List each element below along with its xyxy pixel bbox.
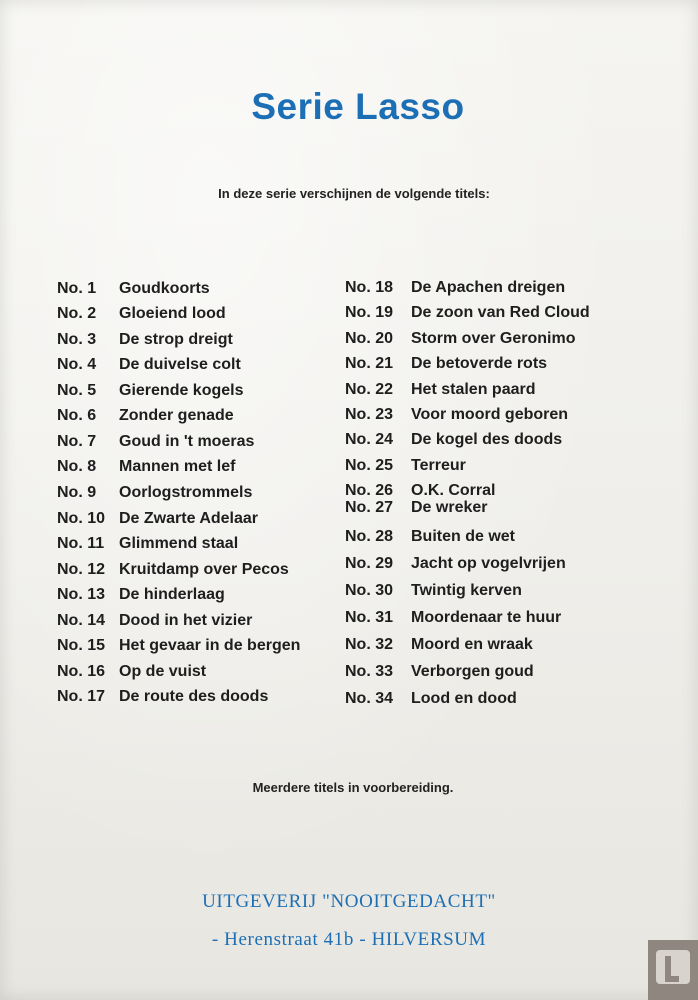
title-number: No. 24	[345, 431, 394, 448]
title-number: No. 9	[57, 484, 97, 501]
title-number: No. 2	[57, 305, 97, 322]
title-number: No. 31	[345, 609, 394, 626]
title-name: Het stalen paard	[411, 381, 536, 398]
publisher-name: UITGEVERIJ "NOOITGEDACHT"	[202, 891, 496, 912]
title-number: No. 20	[345, 330, 394, 347]
title-name: Zonder genade	[119, 407, 234, 424]
list-item	[57, 612, 252, 630]
title-number: No. 12	[57, 561, 106, 578]
list-item	[345, 330, 575, 348]
list-item	[57, 484, 252, 502]
title-name: De Zwarte Adelaar	[119, 510, 259, 527]
list-item	[345, 582, 522, 600]
title-number: No. 4	[57, 356, 97, 373]
list-item	[345, 528, 515, 546]
title-number: No. 1	[57, 280, 97, 297]
title-number: No. 30	[345, 582, 394, 599]
list-item	[345, 609, 561, 627]
list-item	[345, 636, 533, 654]
title-name: De hinderlaag	[119, 586, 225, 603]
title-number: No. 22	[345, 381, 394, 398]
list-item	[57, 433, 254, 451]
title-name: De zoon van Red Cloud	[411, 304, 590, 321]
title-name: De wreker	[411, 499, 488, 516]
list-item	[57, 356, 241, 374]
title-name: Twintig kerven	[411, 582, 522, 599]
list-item	[345, 663, 534, 681]
list-item	[57, 407, 234, 425]
title-name: De Apachen dreigen	[411, 279, 566, 296]
title-name: Lood en dood	[411, 690, 517, 707]
title-number: No. 5	[57, 382, 97, 399]
title-number: No. 28	[345, 528, 394, 545]
title-number: No. 26	[345, 482, 394, 499]
title-number: No. 16	[57, 663, 106, 680]
more-titles-note: Meerdere titels in voorbereiding.	[252, 780, 454, 795]
title-name: Gierende kogels	[119, 382, 244, 399]
list-item	[345, 690, 517, 708]
list-item	[57, 535, 238, 553]
title-name: Mannen met lef	[119, 458, 236, 475]
list-item	[345, 555, 566, 573]
list-item	[345, 304, 590, 322]
title-name: Oorlogstrommels	[119, 484, 253, 501]
title-number: No. 17	[57, 688, 106, 705]
list-item	[345, 406, 568, 424]
title-name: Moordenaar te huur	[411, 609, 562, 626]
title-name: De duivelse colt	[119, 356, 241, 373]
title-name: Jacht op vogelvrijen	[411, 555, 566, 572]
title-number: No. 15	[57, 637, 106, 654]
list-item	[57, 331, 233, 349]
title-name: O.K. Corral	[411, 482, 496, 499]
title-name: Goud in 't moeras	[119, 433, 255, 450]
title-name: Voor moord geboren	[411, 406, 569, 423]
list-item	[57, 561, 289, 579]
list-item	[345, 482, 495, 500]
title-name: Het gevaar in de bergen	[119, 637, 301, 654]
title-name: Buiten de wet	[411, 528, 516, 545]
list-item	[57, 510, 258, 528]
title-number: No. 32	[345, 636, 394, 653]
title-name: Terreur	[411, 457, 466, 474]
list-item	[57, 305, 226, 323]
list-item	[345, 499, 488, 517]
series-title: Serie Lasso	[251, 86, 465, 127]
list-item	[57, 637, 300, 655]
title-number: No. 14	[57, 612, 106, 629]
title-name: De betoverde rots	[411, 355, 548, 372]
title-number: No. 18	[345, 279, 394, 296]
title-name: Gloeiend lood	[119, 305, 226, 322]
title-number: No. 19	[345, 304, 394, 321]
title-number: No. 33	[345, 663, 394, 680]
title-name: Op de vuist	[119, 663, 207, 680]
title-number: No. 8	[57, 458, 97, 475]
title-name: De strop dreigt	[119, 331, 233, 348]
list-item	[345, 279, 565, 297]
title-number: No. 21	[345, 355, 394, 372]
title-number: No. 10	[57, 510, 106, 527]
title-number: No. 25	[345, 457, 394, 474]
title-name: Dood in het vizier	[119, 612, 253, 629]
title-number: No. 23	[345, 406, 394, 423]
list-item	[57, 663, 206, 681]
publisher-address: - Herenstraat 41b - HILVERSUM	[211, 929, 487, 950]
title-name: Storm over Geronimo	[411, 330, 576, 347]
title-name: Goudkoorts	[119, 280, 210, 297]
title-number: No. 34	[345, 690, 394, 707]
title-number: No. 27	[345, 499, 394, 516]
title-number: No. 11	[57, 535, 105, 552]
list-item	[345, 381, 535, 399]
title-number: No. 6	[57, 407, 97, 424]
title-name: Glimmend staal	[119, 535, 239, 552]
title-number: No. 13	[57, 586, 106, 603]
title-name: De kogel des doods	[411, 431, 563, 448]
title-number: No. 3	[57, 331, 97, 348]
title-number: No. 7	[57, 433, 97, 450]
list-item	[57, 280, 210, 298]
list-item	[345, 431, 562, 449]
list-item	[57, 458, 235, 476]
title-number: No. 29	[345, 555, 394, 572]
list-item	[345, 355, 547, 373]
list-item	[57, 586, 225, 604]
list-item	[345, 457, 466, 475]
list-item	[57, 688, 268, 706]
watermark-logo-icon	[648, 940, 698, 1000]
title-name: Verborgen goud	[411, 663, 534, 680]
title-name: De route des doods	[119, 688, 269, 705]
title-name: Moord en wraak	[411, 636, 533, 653]
intro-text: In deze serie verschijnen de volgende titels:	[218, 186, 490, 201]
list-item	[57, 382, 244, 400]
title-name: Kruitdamp over Pecos	[119, 561, 289, 578]
